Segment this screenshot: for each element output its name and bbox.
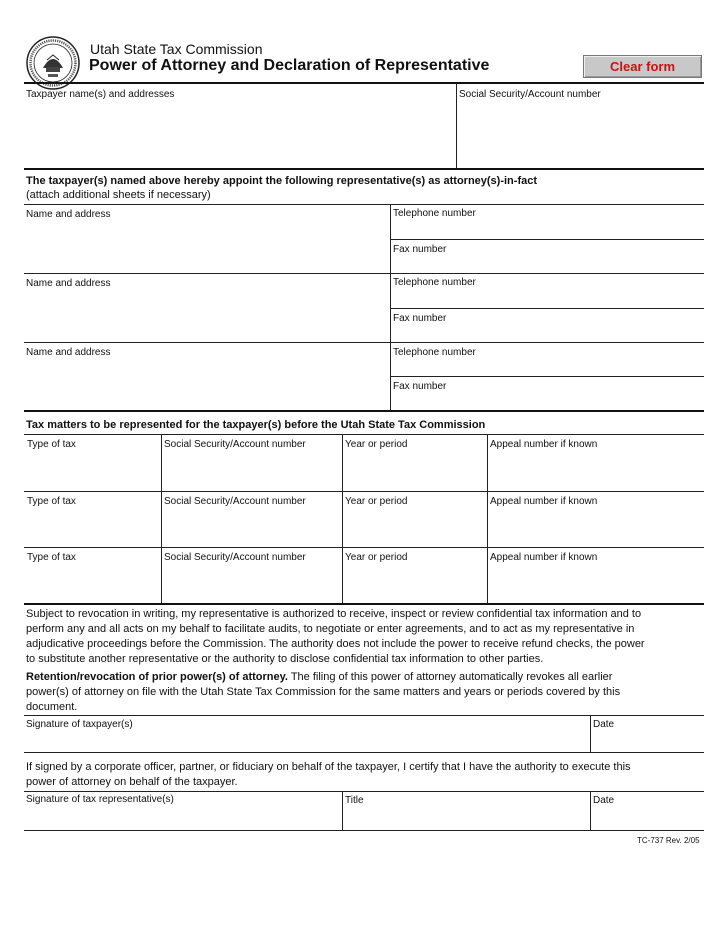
authority-line-1: Subject to revocation in writing, my representative is authorized to receive, inspect or review confidential tax information and to <box>26 608 642 620</box>
revocation-line-3: document. <box>26 701 78 713</box>
rep2-phone-label: Telephone number <box>393 277 476 288</box>
taxpayer-divider <box>456 83 457 168</box>
rep1-name-label: Name and address <box>26 209 111 220</box>
matters-rule <box>24 434 704 435</box>
rep2-divider <box>390 274 391 342</box>
form-id: TC-737 Rev. 2/05 <box>637 836 700 845</box>
taxpayer-ssn-field[interactable] <box>460 104 704 124</box>
matters-heading: Tax matters to be represented for the taxpayer(s) before the Utah State Tax Commission <box>26 419 486 431</box>
rep1-bottom-rule <box>24 273 704 274</box>
taxpayer-date-label: Date <box>593 719 615 730</box>
rep-title-field[interactable] <box>346 809 590 829</box>
rep1-fax-label: Fax number <box>393 244 447 255</box>
matter3-type-field[interactable] <box>27 568 161 600</box>
rep-title-label: Title <box>345 795 364 806</box>
rep3-fax-field[interactable] <box>394 393 703 409</box>
rep2-phone-field[interactable] <box>394 290 703 307</box>
matter3-ssn-field[interactable] <box>164 568 342 600</box>
matter2-type-label: Type of tax <box>27 496 76 507</box>
certification-rule <box>24 791 704 792</box>
rep3-name-field[interactable] <box>26 360 388 410</box>
matter2-year-field[interactable] <box>345 512 487 544</box>
rep2-fax-field[interactable] <box>394 325 703 341</box>
rep-sig-bottom-rule <box>24 830 704 831</box>
matter1-year-field[interactable] <box>345 456 487 488</box>
rep3-name-label: Name and address <box>26 347 111 358</box>
rep2-mid-rule <box>390 308 704 309</box>
revocation-heading: Retention/revocation of prior power(s) of attorney. <box>26 671 288 683</box>
matter3-appeal-field[interactable] <box>490 568 704 600</box>
rep-date-field[interactable] <box>594 809 704 829</box>
matter2-ssn-label: Social Security/Account number <box>164 496 306 507</box>
matter3-year-label: Year or period <box>345 552 408 563</box>
revocation-line-2: power(s) of attorney on file with the Utah State Tax Commission for the same matters and years or periods covered by this <box>26 686 621 698</box>
rep3-phone-label: Telephone number <box>393 347 476 358</box>
taxpayer-sig-bottom-rule <box>24 752 704 753</box>
appointment-bottom-rule <box>24 410 704 412</box>
rep3-mid-rule <box>390 376 704 377</box>
matter3-ssn-label: Social Security/Account number <box>164 552 306 563</box>
rep2-name-label: Name and address <box>26 278 111 289</box>
rep-signature-label: Signature of tax representative(s) <box>26 794 174 805</box>
matters-bottom-rule <box>24 603 704 605</box>
rep1-name-field[interactable] <box>26 222 388 272</box>
matter1-year-label: Year or period <box>345 439 408 450</box>
taxpayer-ssn-label: Social Security/Account number <box>459 89 601 100</box>
matter3-year-field[interactable] <box>345 568 487 600</box>
revocation-line-1-text: The filing of this power of attorney automatically revokes all earlier <box>287 671 613 683</box>
rep2-fax-label: Fax number <box>393 313 447 324</box>
matter3-appeal-label: Appeal number if known <box>490 552 598 563</box>
revocation-rule <box>24 715 704 716</box>
rep2-name-field[interactable] <box>26 291 388 341</box>
rep1-divider <box>390 205 391 273</box>
form-title: Power of Attorney and Declaration of Representative <box>89 57 490 74</box>
certification-line-1: If signed by a corporate officer, partner, or fiduciary on behalf of the taxpayer, I certify that I have the authority to execute this <box>26 761 631 773</box>
header-rule <box>24 82 704 84</box>
rep-signature-field[interactable] <box>26 809 342 829</box>
appointment-rule <box>24 204 704 205</box>
matter1-ssn-field[interactable] <box>164 456 342 488</box>
taxpayer-signature-field[interactable] <box>26 732 590 751</box>
authority-line-4: to substitute another representative or the authority to disclose confidential tax information to other parties. <box>26 653 544 665</box>
matter2-type-field[interactable] <box>27 512 161 544</box>
taxpayer-date-field[interactable] <box>594 732 704 751</box>
rep-sig-divider-2 <box>590 792 591 830</box>
matter2-appeal-label: Appeal number if known <box>490 496 598 507</box>
rep1-phone-field[interactable] <box>394 221 703 238</box>
rep-sig-divider-1 <box>342 792 343 830</box>
matter2-ssn-field[interactable] <box>164 512 342 544</box>
matter1-bottom-rule <box>24 491 704 492</box>
matter1-appeal-label: Appeal number if known <box>490 439 598 450</box>
rep3-divider <box>390 343 391 410</box>
rep3-fax-label: Fax number <box>393 381 447 392</box>
taxpayer-names-label: Taxpayer name(s) and addresses <box>26 89 175 100</box>
taxpayer-bottom-rule <box>24 168 704 170</box>
rep1-phone-label: Telephone number <box>393 208 476 219</box>
rep1-mid-rule <box>390 239 704 240</box>
matter1-ssn-label: Social Security/Account number <box>164 439 306 450</box>
matters-col1-divider <box>161 435 162 604</box>
rep-date-label: Date <box>593 795 615 806</box>
certification-line-2: power of attorney on behalf of the taxpayer. <box>26 776 238 788</box>
revocation-line-1 <box>26 670 612 685</box>
matter2-bottom-rule <box>24 547 704 548</box>
rep1-fax-field[interactable] <box>394 256 703 272</box>
matter2-appeal-field[interactable] <box>490 512 704 544</box>
taxpayer-names-field[interactable] <box>26 102 455 168</box>
appointment-heading: The taxpayer(s) named above hereby appoint the following representative(s) as attorney(s)-in-fact <box>26 175 538 187</box>
matters-col3-divider <box>487 435 488 604</box>
agency-name: Utah State Tax Commission <box>90 41 263 57</box>
appointment-subheading: (attach additional sheets if necessary) <box>26 189 211 201</box>
rep3-phone-field[interactable] <box>394 359 703 376</box>
matter1-type-field[interactable] <box>27 456 161 488</box>
matter2-year-label: Year or period <box>345 496 408 507</box>
authority-line-3: adjudicative proceedings before the Commission. The authority does not include the power to receive refund checks, the power <box>26 638 645 650</box>
matter3-type-label: Type of tax <box>27 552 76 563</box>
matter1-type-label: Type of tax <box>27 439 76 450</box>
rep2-bottom-rule <box>24 342 704 343</box>
matters-col2-divider <box>342 435 343 604</box>
authority-line-2: perform any and all acts on my behalf to facilitate audits, to negotiate or enter agreements, and to act as my representative in <box>26 623 635 635</box>
matter1-appeal-field[interactable] <box>490 456 704 488</box>
clear-form-button[interactable]: Clear form <box>583 55 702 78</box>
taxpayer-sig-divider <box>590 716 591 752</box>
taxpayer-signature-label: Signature of taxpayer(s) <box>26 719 133 730</box>
